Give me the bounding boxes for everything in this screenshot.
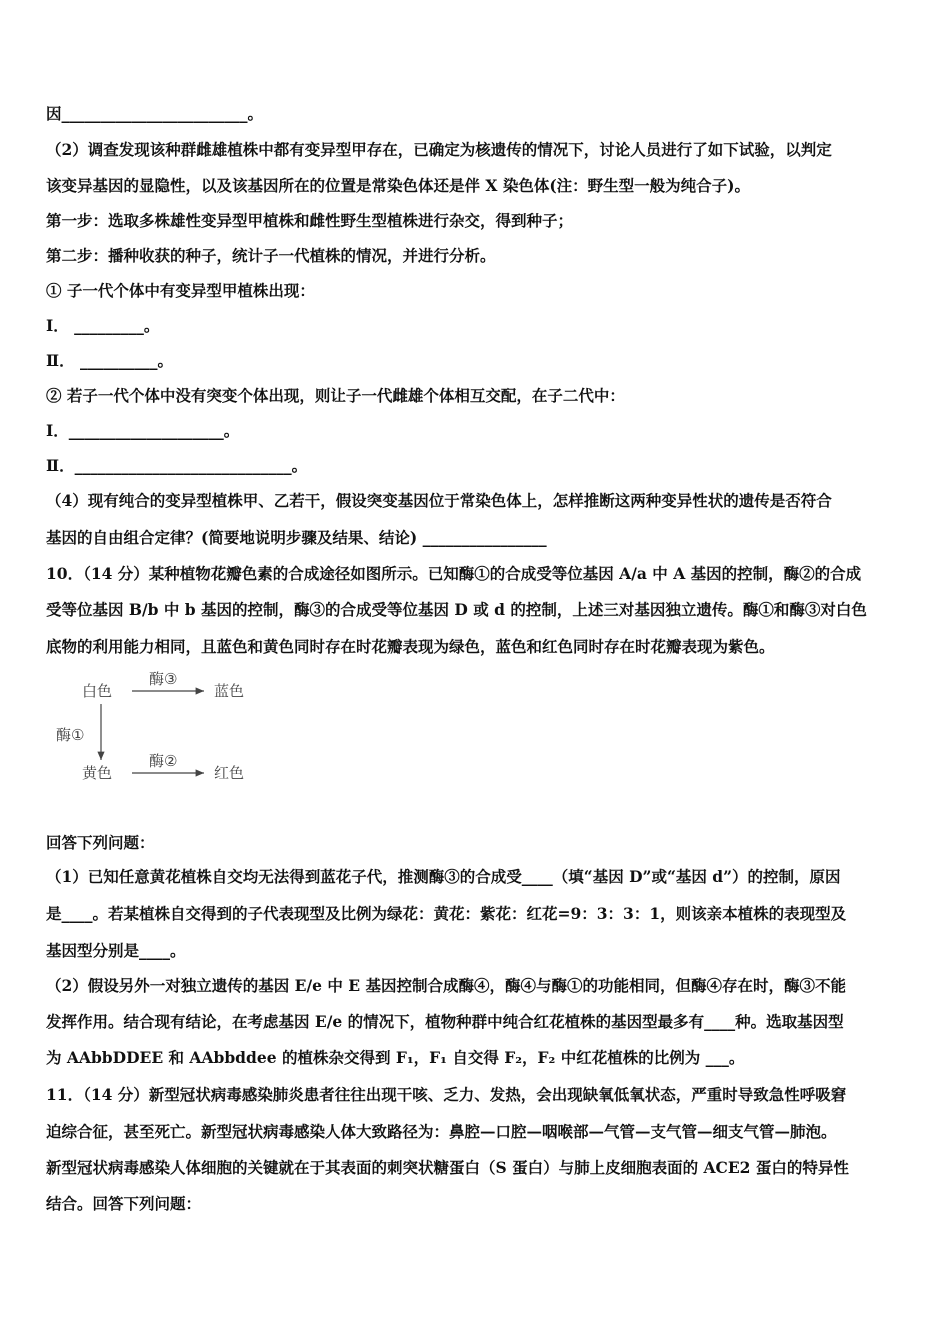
text-line: （2）调查发现该种群雌雄植株中都有变异型甲存在，已确定为核遗传的情况下，讨论人员进行了如下试验，以判定 bbox=[46, 140, 832, 159]
node-yellow: 黄色 bbox=[82, 764, 113, 782]
node-red: 红色 bbox=[214, 764, 245, 782]
text-line: Ⅱ． __________。 bbox=[46, 351, 173, 370]
text-line: 为 AAbbDDEE 和 AAbbddee 的植株杂交得到 F₁，F₁ 自交得 F₂，F₂ 中红花植株的比例为 ___。 bbox=[46, 1048, 745, 1067]
text-line: 结合。回答下列问题： bbox=[46, 1194, 202, 1213]
text-line: 迫综合征，甚至死亡。新型冠状病毒感染人体大致路径为：鼻腔—口腔—咽喉部—气管—支气管—细支气管—肺泡。 bbox=[46, 1122, 837, 1141]
text-line: 新型冠状病毒感染人体细胞的关键就在于其表面的刺突状糖蛋白（S 蛋白）与肺上皮细胞表面的 ACE2 蛋白的特异性 bbox=[46, 1158, 849, 1177]
label-enzyme3: 酶③ bbox=[149, 670, 178, 688]
text-line: （2）假设另外一对独立遗传的基因 E/e 中 E 基因控制合成酶④，酶④与酶①的功能相同，但酶④存在时，酶③不能 bbox=[46, 976, 847, 995]
text-line: 发挥作用。结合现有结论，在考虑基因 E/e 的情况下，植物种群中纯合红花植株的基因型最多有____种。选取基因型 bbox=[46, 1012, 844, 1031]
pathway-svg bbox=[52, 670, 282, 790]
text-line: 第一步：选取多株雄性变异型甲植株和雌性野生型植株进行杂交，得到种子； bbox=[46, 211, 574, 230]
text-line: 底物的利用能力相同，且蓝色和黄色同时存在时花瓣表现为绿色，蓝色和红色同时存在时花瓣表现为紫色。 bbox=[46, 637, 775, 656]
text-line: 因________________________。 bbox=[46, 104, 264, 123]
text-line: 回答下列问题： bbox=[46, 833, 155, 852]
label-enzyme1: 酶① bbox=[56, 726, 85, 744]
text-line: Ⅱ．____________________________。 bbox=[46, 456, 308, 475]
text-line: 基因的自由组合定律？(简要地说明步骤及结果、结论) ________________ bbox=[46, 528, 547, 547]
node-white: 白色 bbox=[82, 682, 113, 700]
text-line: 基因型分别是____。 bbox=[46, 941, 186, 960]
text-line: ② 若子一代个体中没有突变个体出现，则让子一代雌雄个体相互交配，在子二代中： bbox=[46, 386, 625, 405]
text-line: 第二步：播种收获的种子，统计子一代植株的情况，并进行分析。 bbox=[46, 246, 496, 265]
pigment-pathway-diagram bbox=[52, 670, 282, 790]
text-line: （4）现有纯合的变异型植株甲、乙若干，假设突变基因位于常染色体上，怎样推断这两种变异性状的遗传是否符合 bbox=[46, 491, 832, 510]
question-10-header: 10．（14 分）某种植物花瓣色素的合成途径如图所示。已知酶①的合成受等位基因 A/a 中 A 基因的控制，酶②的合成 bbox=[46, 564, 862, 583]
text-line: 该变异基因的显隐性，以及该基因所在的位置是常染色体还是伴 X 染色体(注：野生型一般为纯合子)。 bbox=[46, 176, 750, 195]
text-line: Ⅰ． _________。 bbox=[46, 316, 160, 335]
question-11-header: 11．（14 分）新型冠状病毒感染肺炎患者往往出现干咳、乏力、发热，会出现缺氧低氧状态，严重时导致急性呼吸窘 bbox=[46, 1085, 847, 1104]
text-line: ① 子一代个体中有变异型甲植株出现： bbox=[46, 281, 315, 300]
text-line: （1）已知任意黄花植株自交均无法得到蓝花子代，推测酶③的合成受____（填“基因 D”或“基因 d”）的控制，原因 bbox=[46, 867, 841, 886]
node-blue: 蓝色 bbox=[214, 682, 245, 700]
label-enzyme2: 酶② bbox=[149, 752, 178, 770]
text-line: Ⅰ．____________________。 bbox=[46, 421, 240, 440]
text-line: 受等位基因 B/b 中 b 基因的控制，酶③的合成受等位基因 D 或 d 的控制，上述三对基因独立遗传。酶①和酶③对白色 bbox=[46, 600, 867, 619]
text-line: 是____。若某植株自交得到的子代表现型及比例为绿花：黄花：紫花：红花=9：3：3：1，则该亲本植株的表现型及 bbox=[46, 904, 847, 923]
